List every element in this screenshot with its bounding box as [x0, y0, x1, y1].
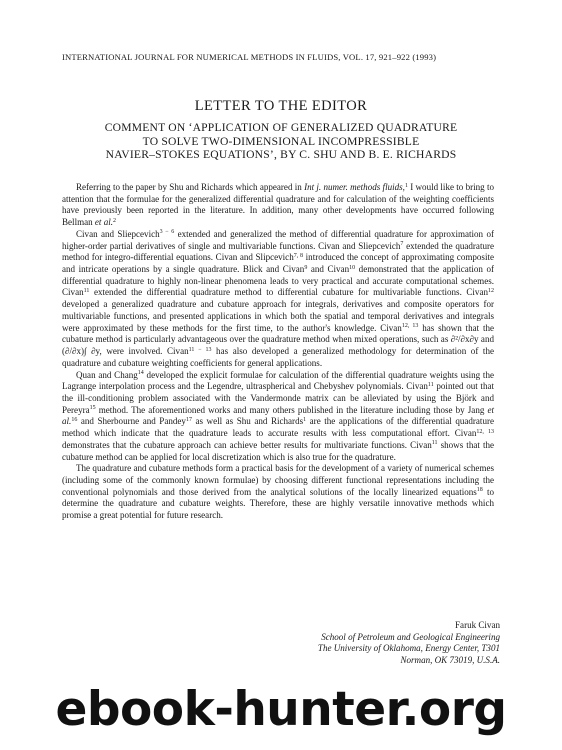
journal-header: INTERNATIONAL JOURNAL FOR NUMERICAL METHODS IN FLUIDS, VOL. 17, 921–922 (1993)	[62, 52, 437, 62]
paragraph-1	[62, 182, 494, 229]
author-signature-block	[180, 620, 500, 667]
reference-marker: 11 − 13	[188, 346, 212, 353]
journal-name: Int j. numer. methods fluids,	[304, 182, 405, 192]
text-run: developed the explicit formulae for calculation of the differential quadrature weights using the Lagrange interpolation process and the Legendre, ultraspherical and Chebyshev polynomials. Civan	[62, 369, 494, 392]
reference-marker: 1	[303, 416, 307, 423]
affiliation-line: School of Petroleum and Geological Engineering	[321, 631, 500, 642]
reference-marker: 12, 13	[476, 428, 495, 435]
text-run: has also developed a generalized methodology for determination of the quadrature and cubature weighting coefficients for general applications.	[62, 346, 494, 368]
comment-title	[70, 121, 492, 162]
text-run: and Civan	[307, 264, 350, 275]
text-run: method. The aforementioned works and many others published in the literature including those by Jang	[95, 404, 488, 415]
reference-marker: 9	[304, 264, 308, 271]
reference-marker: 7, 8	[293, 252, 304, 259]
reference-marker: 12, 13	[401, 323, 419, 330]
reference-marker: 12	[488, 287, 494, 294]
reference-marker: 7	[400, 241, 404, 248]
reference-marker: 2	[113, 217, 117, 224]
reference-marker: 11	[427, 381, 434, 388]
text-run: to determine the quadrature and cubature weights. Therefore, these are highly versatile innovative methods which promise a great potential for future research.	[62, 486, 494, 521]
text-run: demonstrates that the cubature approach can achieve better results for multivariate functions. Civan	[62, 439, 432, 450]
text-run: has shown that the cubature method is particularly advantageous over the quadrature method when mixed operations, such as ∂²/∂x∂y and (∂/∂x)∫ ∂y, were involved. Civan	[62, 322, 495, 357]
text-run: extended and generalized the method of differential quadrature for approximation of higher-order partial derivatives of single and multivariable functions. Civan and Sliepcevich	[62, 228, 494, 251]
text-run: are the applications of the differential quadrature method which indicate that the quadrature leads to accurate results with less computational effort. Civan	[62, 416, 494, 439]
author-name: Faruk Civan	[455, 620, 500, 630]
comment-title-line: COMMENT ON ‘APPLICATION OF GENERALIZED QUADRATURE	[104, 121, 458, 134]
reference-marker: 11	[83, 287, 90, 294]
text-run: developed a generalized quadrature and cubature approach for integrals, derivatives and composite operators for multivariable functions, and presented applications in which both the spatial and temporal derivatives and integrals were approximated by these methods for the first time, to the author's knowledge. Civan	[62, 299, 494, 333]
text-run: Civan and Sliepcevich	[76, 228, 160, 239]
letter-heading: LETTER TO THE EDITOR	[194, 98, 368, 114]
text-run: Quan and Chang	[76, 369, 138, 380]
reference-marker: 16	[71, 416, 78, 423]
paragraph-4	[62, 463, 494, 522]
text-run: et al.	[94, 217, 114, 228]
reference-marker: 3 − 6	[159, 229, 175, 236]
text-run: The quadrature and cubature methods form a practical basis for the development of a variety of numerical schemes (including some of the commonly known formulae) by choosing different functional representations including the conventional polynomials and those derived from the analytical solutions of the locally linearized equations	[62, 463, 494, 497]
text-run: shows that the cubature method can be applied for local discretization which is also true for the quadrature.	[62, 439, 494, 462]
text-run: I would like to bring to attention that the formulae for the generalized differential quadrature and for calculation of the weighting coefficients have previously been reported in the literature. In addition, many other developments have occurred following Bellman	[62, 182, 494, 228]
comment-title-line: NAVIER–STOKES EQUATIONS’, BY C. SHU AND B. E. RICHARDS	[105, 148, 457, 161]
reference-marker: 18	[476, 487, 483, 494]
reference-marker: 15	[89, 405, 96, 412]
watermark: ebook-hunter.org	[55, 682, 507, 737]
text-run: demonstrated that the application of differential quadrature to highly non-linear phenomena leads to very practical and accurate computational schemes. Civan	[62, 264, 494, 298]
text-run: and Sherbourne and Pandey	[77, 416, 186, 427]
comment-title-line: TO SOLVE TWO-DIMENSIONAL INCOMPRESSIBLE	[142, 134, 420, 148]
text-run: Referring to the paper by Shu and Richards which appeared in	[76, 182, 305, 192]
reference-marker: 10	[349, 264, 356, 271]
text-run: et al.	[62, 404, 494, 427]
reference-marker: 17	[185, 416, 192, 423]
paragraph-2	[62, 229, 494, 370]
affiliation-address: Norman, OK 73019, U.S.A.	[400, 655, 500, 666]
letter-body	[62, 182, 494, 522]
paragraph-3	[62, 370, 494, 464]
text-run: extended the quadrature method for integro-differential equations. Civan and Slipcevich	[62, 240, 495, 263]
affiliation-line: The University of Oklahoma, Energy Center, T301	[317, 643, 500, 654]
text-run: as well as Shu and Richards	[191, 416, 304, 427]
text-run: extended the differential quadrature method to differential cubature for multivariable functions. Civan	[89, 287, 488, 298]
text-run: introduced the concept of approximating composite and intricate operations by a single quadrature. Blick and Civan	[62, 252, 494, 275]
reference-marker: 11	[431, 440, 438, 447]
reference-marker: 14	[137, 370, 144, 376]
reference-marker: 1	[404, 182, 408, 189]
text-run: pointed out that the ill-conditioning problem associated with the Vandermonde matrix can be alleviated by using the Björk and Pereyra	[62, 381, 494, 415]
